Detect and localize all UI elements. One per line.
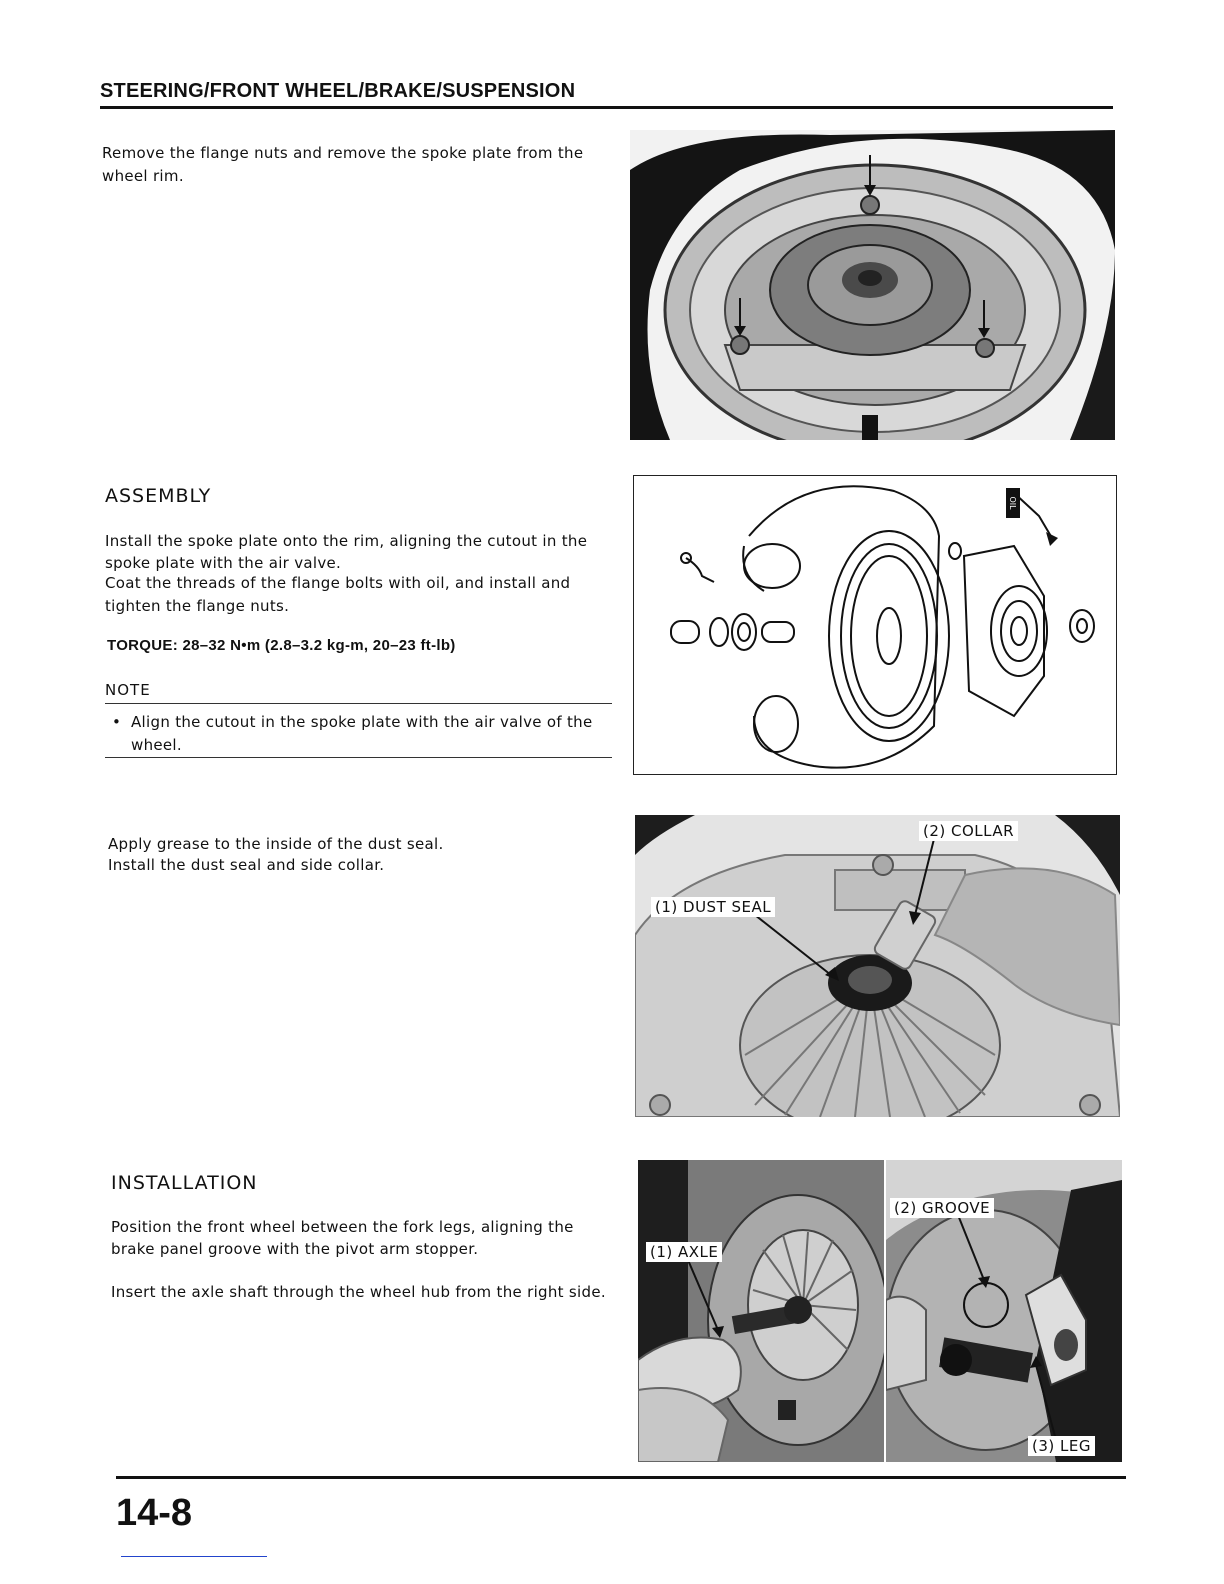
page-header [100,80,1113,103]
torque-spec: TORQUE: 28–32 N•m (2.8–3.2 kg-m, 20–23 ft-lb) [107,637,456,654]
exploded-parts-illustration [634,476,1116,774]
callout-axle: (1) AXLE [646,1242,722,1262]
callout-dust-seal: (1) DUST SEAL [651,897,775,917]
removal-text-line-1: Remove the flange nuts and remove the spoke plate from the [102,144,584,162]
oil-label: OIL [1008,496,1017,510]
assembly-text-line-2: spoke plate with the air valve. [105,554,342,572]
dust-seal-illustration [635,815,1120,1117]
installation-text-line-2: brake panel groove with the pivot arm stopper. [111,1240,479,1258]
installation-heading: INSTALLATION [111,1172,258,1194]
installation-text-line-3: Insert the axle shaft through the wheel hub from the right side. [111,1283,606,1301]
assembly-text-line-4: tighten the flange nuts. [105,597,290,615]
section-title: STEERING/FRONT WHEEL/BRAKE/SUSPENSION [100,80,576,102]
note-top-rule [105,703,612,704]
note-label: NOTE [105,681,151,699]
exploded-wheel-diagram [633,475,1117,775]
installation-text-line-1: Position the front wheel between the fork legs, aligning the [111,1218,574,1236]
dust-seal-text-line-2: Install the dust seal and side collar. [108,856,385,874]
footer-link-underline [121,1556,267,1557]
assembly-heading: ASSEMBLY [105,485,212,507]
callout-leg: (3) LEG [1028,1436,1095,1456]
note-bullet: • [112,713,121,731]
header-rule [100,106,1113,109]
photo-dust-seal [635,815,1120,1117]
photo-groove-leg [886,1160,1122,1462]
page-number: 14-8 [116,1492,193,1534]
assembly-text-line-3: Coat the threads of the flange bolts with oil, and install and [105,574,571,592]
callout-groove: (2) GROOVE [890,1198,994,1218]
note-bottom-rule [105,757,612,758]
photo-axle-insertion [638,1160,884,1462]
callout-collar: (2) COLLAR [919,821,1018,841]
dust-seal-text-line-1: Apply grease to the inside of the dust seal. [108,835,444,853]
assembly-text-line-1: Install the spoke plate onto the rim, aligning the cutout in the [105,532,588,550]
footer-rule [116,1476,1126,1479]
axle-insertion-illustration [638,1160,884,1462]
note-text-line-2: wheel. [131,736,182,754]
wheel-rim-illustration [630,130,1115,440]
note-text-line-1: Align the cutout in the spoke plate with the air valve of the [131,713,593,731]
photo-wheel-rim [630,130,1115,440]
removal-text-line-2: wheel rim. [102,167,184,185]
